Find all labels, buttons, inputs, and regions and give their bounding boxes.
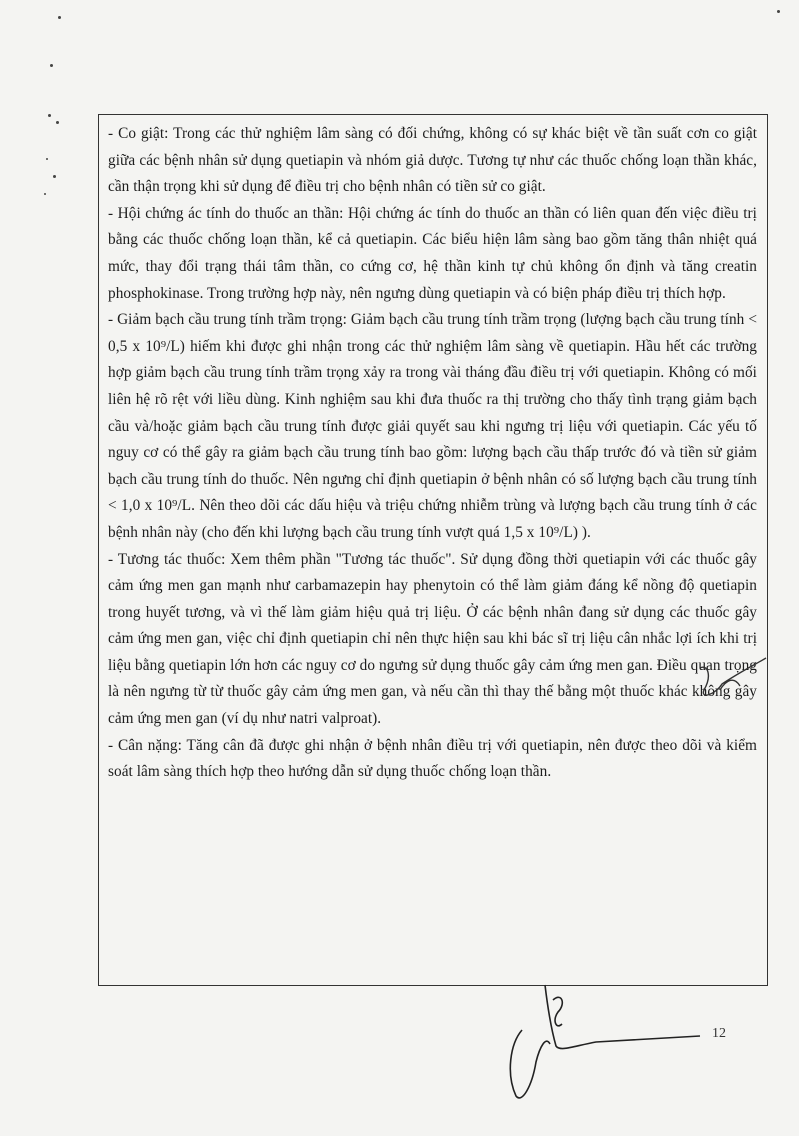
scan-speck <box>44 193 46 195</box>
paragraph-weight: - Cân nặng: Tăng cân đã được ghi nhận ở bệnh nhân điều trị với quetiapin, nên được theo dõi và kiểm soát lâm sàng thích hợp theo hướng dẫn sử dụng thuốc chống loạn thần. <box>108 736 757 781</box>
document-frame <box>98 114 768 986</box>
scan-speck <box>48 114 51 117</box>
signature <box>510 985 700 1098</box>
scan-speck <box>58 16 61 19</box>
scan-speck <box>777 10 780 13</box>
page-number: 12 <box>712 1026 726 1041</box>
scan-speck <box>56 121 59 124</box>
scan-speck <box>46 158 48 160</box>
paragraph-nms: - Hội chứng ác tính do thuốc an thần: Hội chứng ác tính do thuốc an thần có liên quan đến việc điều trị bằng các thuốc chống loạn thần, kể cả quetiapin. Các biểu hiện lâm sàng bao gồm tăng thân nhiệt quá mức, thay đổi trạng thái tâm thần, co cứng cơ, hệ thần kinh tự chủ không ổn định và tăng creatin phosphokinase. Trong trường hợp này, nên ngưng dùng quetiapin và có biện pháp điều trị thích hợp. <box>108 204 757 302</box>
paragraph-drug-interactions: - Tương tác thuốc: Xem thêm phần "Tương tác thuốc". Sử dụng đồng thời quetiapin với các thuốc gây cảm ứng men gan mạnh như carbamazepin hay phenytoin có thể làm giảm đáng kể nồng độ quetiapin trong huyết tương, và vì thế làm giảm hiệu quả trị liệu. Ở các bệnh nhân đang sử dụng các thuốc gây cảm ứng men gan, việc chỉ định quetiapin chỉ nên thực hiện sau khi bác sĩ trị liệu cân nhắc lợi ích khi trị liệu bằng quetiapin lớn hơn các nguy cơ do ngưng sử dụng thuốc gây cảm ứng men gan. Điều quan trọng là nên ngưng từ từ thuốc gây cảm ứng men gan, và nếu cần thì thay thế bằng một thuốc khác không gây cảm ứng men gan (ví dụ như natri valproat). <box>108 550 757 728</box>
paragraph-neutropenia: - Giảm bạch cầu trung tính trầm trọng: Giảm bạch cầu trung tính trầm trọng (lượng bạch cầu trung tính < 0,5 x 10⁹/L) hiếm khi được ghi nhận trong các thử nghiệm lâm sàng về quetiapin. Hầu hết các trường hợp giảm bạch cầu trung tính trầm trọng xảy ra trong vài tháng đầu điều trị với quetiapin. Không có mối liên hệ rõ rệt với liều dùng. Kinh nghiệm sau khi đưa thuốc ra thị trường cho thấy tình trạng giảm bạch cầu và/hoặc giảm bạch cầu trung tính được giải quyết sau khi ngưng trị liệu với quetiapin. Các yếu tố nguy cơ có thể gây ra giảm bạch cầu trung tính bao gồm: lượng bạch cầu thấp trước đó và tiền sử giảm bạch cầu trung tính do thuốc. Nên ngưng chỉ định quetiapin ở bệnh nhân có số lượng bạch cầu trung tính < 1,0 x 10⁹/L. Nên theo dõi các dấu hiệu và triệu chứng nhiễm trùng và lượng bạch cầu trung tính ở các bệnh nhân này (cho đến khi lượng bạch cầu trung tính vượt quá 1,5 x 10⁹/L) ). <box>108 311 757 541</box>
scan-speck <box>53 175 56 178</box>
scan-speck <box>50 64 53 67</box>
paragraph-seizures: - Co giật: Trong các thử nghiệm lâm sàng có đối chứng, không có sự khác biệt về tần suất cơn co giật giữa các bệnh nhân sử dụng quetiapin và nhóm giả dược. Tương tự như các thuốc chống loạn thần khác, cần thận trọng khi sử dụng để điều trị cho bệnh nhân có tiền sử co giật. <box>108 125 757 196</box>
